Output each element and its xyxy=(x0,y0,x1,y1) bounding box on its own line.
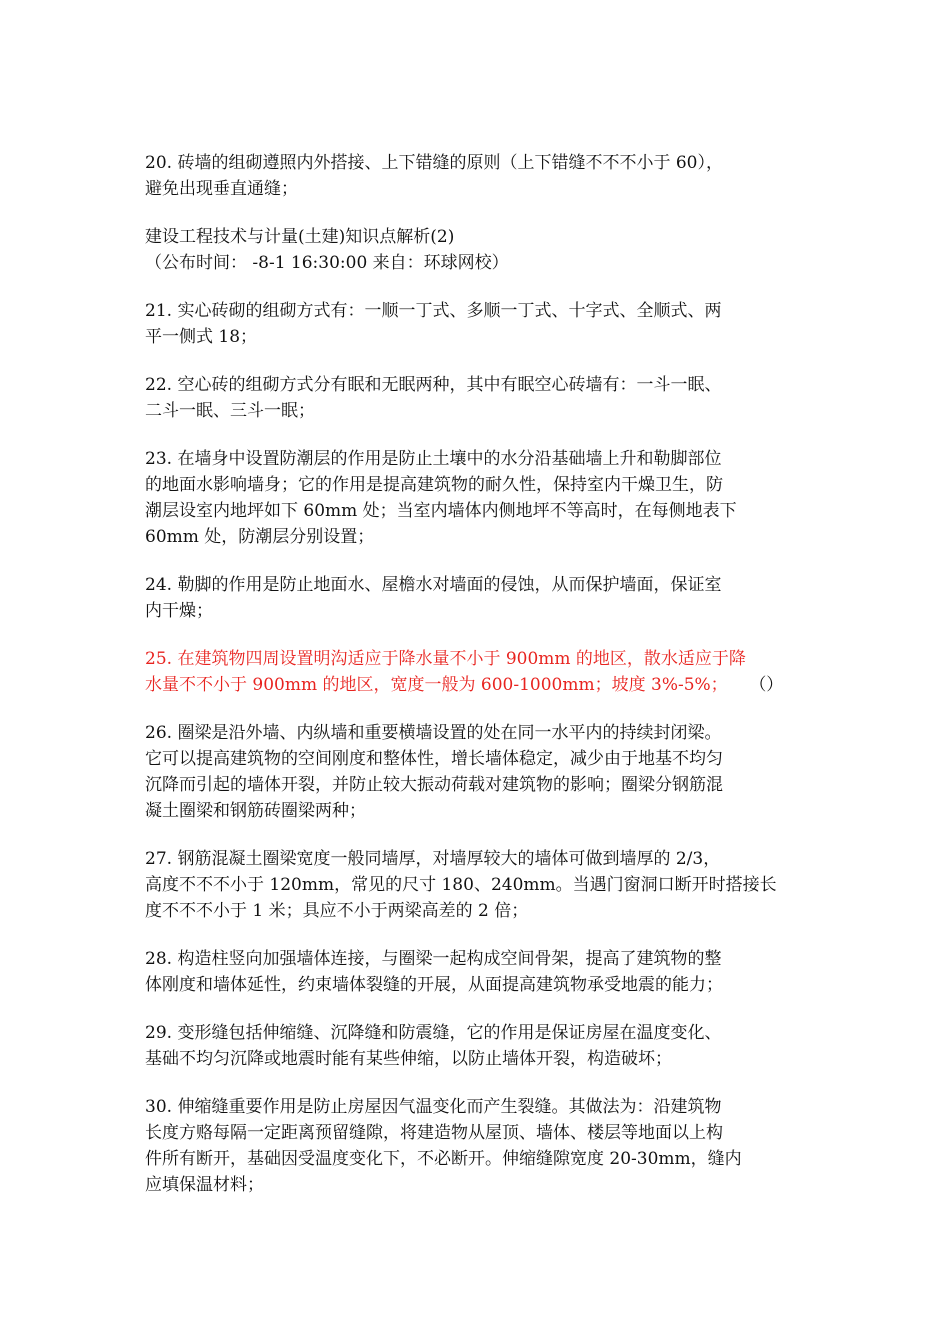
item-22 xyxy=(145,372,815,424)
item-20-line-1: 20. 砖墙的组砌遵照内外搭接、上下错缝的原则（上下错缝不不不小于 60）， xyxy=(145,153,723,173)
item-26 xyxy=(145,720,815,824)
item-22-line-1: 22. 空心砖的组砌方式分有眠和无眠两种，其中有眠空心砖墙有：一斗一眠、 xyxy=(145,375,722,395)
item-25-line-1: 25. 在建筑物四周设置明沟适应于降水量不小于 900mm 的地区，散水适应于降 xyxy=(145,649,746,669)
item-30-line-3: 件所有断开，基础因受温度变化下，不必断开。伸缩缝隙宽度 20-30mm，缝内 xyxy=(145,1149,742,1169)
item-21-line-2: 平一侧式 18； xyxy=(145,327,258,347)
item-28-line-2: 体刚度和墙体延性，约束墙体裂缝的开展，从面提高建筑物承受地震的能力； xyxy=(145,975,723,995)
item-24 xyxy=(145,572,815,624)
item-30-line-1: 30. 伸缩缝重要作用是防止房屋因气温变化而产生裂缝。其做法为：沿建筑物 xyxy=(145,1097,722,1117)
document-page xyxy=(145,150,815,1220)
item-27-line-2: 高度不不不小于 120mm，常见的尺寸 180、240mm。当遇门窗洞口断开时搭接长 xyxy=(145,875,777,895)
item-28-line-1: 28. 构造柱竖向加强墙体连接，与圈梁一起构成空间骨架，提高了建筑物的整 xyxy=(145,949,722,969)
item-26-line-3: 沉降而引起的墙体开裂，并防止较大振动荷载对建筑物的影响；圈梁分钢筋混 xyxy=(145,775,723,795)
item-23 xyxy=(145,446,815,550)
item-25-line-2-text: 水量不不小于 900mm 的地区，宽度一般为 600-1000mm；坡度 3%-5%； xyxy=(145,675,728,695)
item-26-line-1: 26. 圈梁是沿外墙、内纵墙和重要横墙设置的处在同一水平内的持续封闭梁。 xyxy=(145,723,722,743)
article-meta: （公布时间： -8-1 16:30:00 来自：环球网校） xyxy=(145,253,509,273)
item-27 xyxy=(145,846,815,924)
item-30 xyxy=(145,1094,815,1198)
item-30-line-2: 长度方赂每隔一定距离预留缝隙，将建造物从屋顶、墙体、楼层等地面以上构 xyxy=(145,1123,723,1143)
item-23-line-3: 潮层设室内地坪如下 60mm 处；当室内墙体内侧地坪不等高时，在每侧地表下 xyxy=(145,501,737,521)
item-24-line-2: 内干燥； xyxy=(145,601,213,621)
item-24-line-1: 24. 勒脚的作用是防止地面水、屋檐水对墙面的侵蚀，从而保护墙面，保证室 xyxy=(145,575,722,595)
item-20 xyxy=(145,150,815,202)
item-28 xyxy=(145,946,815,998)
article-title: 建设工程技术与计量(土建)知识点解析(2) xyxy=(145,227,455,247)
item-21-line-1: 21. 实心砖砌的组砌方式有：一顺一丁式、多顺一丁式、十字式、全顺式、两 xyxy=(145,301,722,321)
item-29-line-1: 29. 变形缝包括伸缩缝、沉降缝和防震缝，它的作用是保证房屋在温度变化、 xyxy=(145,1023,722,1043)
item-25-highlighted xyxy=(145,646,815,698)
item-30-line-4: 应填保温材料； xyxy=(145,1175,264,1195)
item-23-line-2: 的地面水影响墙身；它的作用是提高建筑物的耐久性，保持室内干燥卫生，防 xyxy=(145,475,723,495)
item-26-line-4: 凝土圈梁和钢筋砖圈梁两种； xyxy=(145,801,366,821)
item-25-line-2 xyxy=(145,672,815,698)
item-20-line-2: 避免出现垂直通缝； xyxy=(145,179,298,199)
item-23-line-1: 23. 在墙身中设置防潮层的作用是防止土壤中的水分沿基础墙上升和勒脚部位 xyxy=(145,449,722,469)
item-27-line-1: 27. 钢筋混凝土圈梁宽度一般同墙厚，对墙厚较大的墙体可做到墙厚的 2/3， xyxy=(145,849,721,869)
item-21 xyxy=(145,298,815,350)
item-26-line-2: 它可以提高建筑物的空间刚度和整体性，增长墙体稳定，减少由于地基不均匀 xyxy=(145,749,723,769)
item-25-blank-parens: （） xyxy=(749,675,784,695)
item-29 xyxy=(145,1020,815,1072)
item-23-line-4: 60mm 处，防潮层分别设置； xyxy=(145,527,375,547)
article-heading xyxy=(145,224,815,276)
item-29-line-2: 基础不均匀沉降或地震时能有某些伸缩，以防止墙体开裂，构造破坏； xyxy=(145,1049,672,1069)
item-22-line-2: 二斗一眠、三斗一眠； xyxy=(145,401,315,421)
item-27-line-3: 度不不不小于 1 米；具应不小于两梁高差的 2 倍； xyxy=(145,901,529,921)
